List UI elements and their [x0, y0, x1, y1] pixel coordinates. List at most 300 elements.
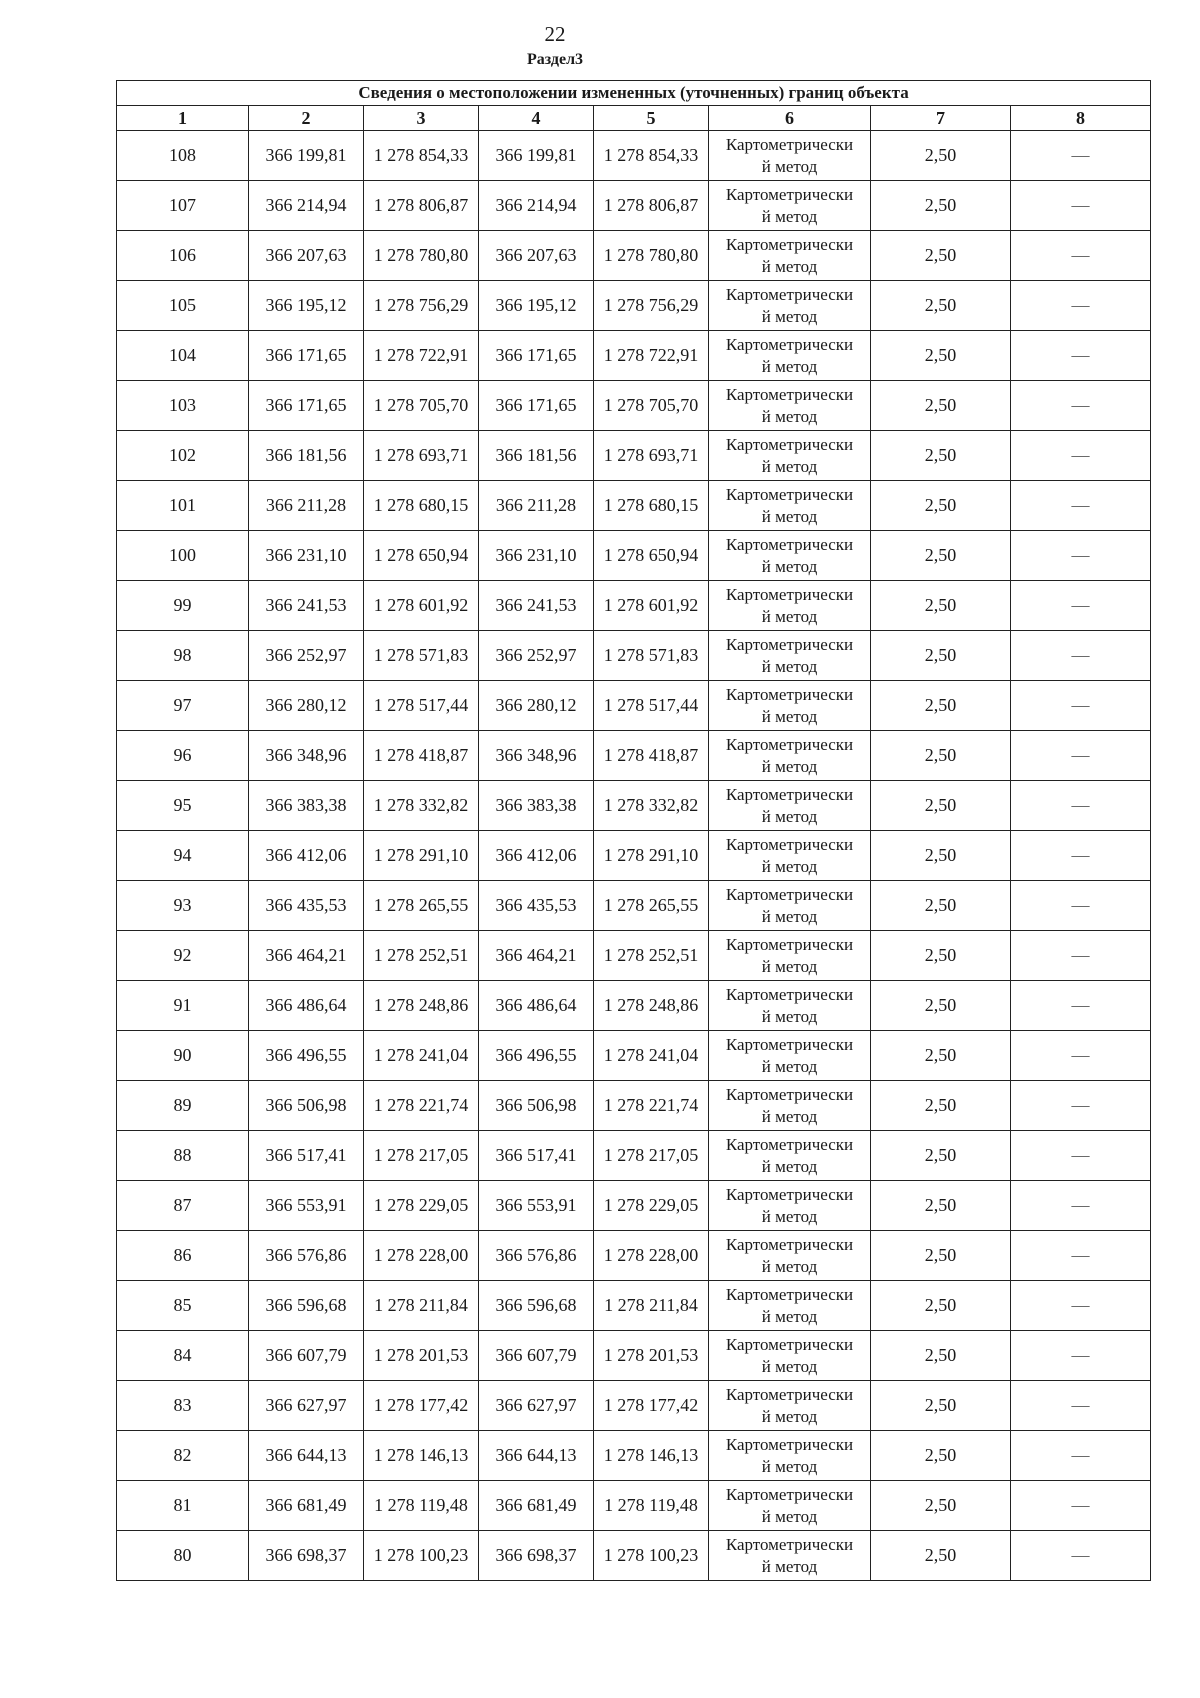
method-cell	[709, 1331, 871, 1381]
note-cell: —	[1011, 1281, 1151, 1331]
y-refined-cell: 1 278 291,10	[594, 831, 709, 881]
method-cell	[709, 1381, 871, 1431]
x-existing-cell: 366 231,10	[249, 531, 364, 581]
method-cell	[709, 1031, 871, 1081]
column-number: 2	[249, 106, 364, 131]
column-number: 8	[1011, 106, 1151, 131]
y-refined-cell: 1 278 517,44	[594, 681, 709, 731]
method-text: Картометрически	[725, 684, 854, 704]
y-refined-cell: 1 278 228,00	[594, 1231, 709, 1281]
x-existing-cell: 366 241,53	[249, 581, 364, 631]
table-row	[117, 581, 1151, 631]
accuracy-cell: 2,50	[871, 981, 1011, 1031]
method-text: Картометрически	[725, 1484, 854, 1504]
accuracy-cell: 2,50	[871, 1381, 1011, 1431]
note-cell: —	[1011, 631, 1151, 681]
x-existing-cell: 366 181,56	[249, 431, 364, 481]
table-row	[117, 481, 1151, 531]
method-text: Картометрически	[725, 434, 854, 454]
column-number-row	[117, 106, 1151, 131]
accuracy-cell: 2,50	[871, 1031, 1011, 1081]
method-text: й метод	[761, 1356, 818, 1376]
x-refined-cell: 366 627,97	[479, 1381, 594, 1431]
method-text: Картометрически	[725, 534, 854, 554]
note-cell: —	[1011, 1131, 1151, 1181]
note-cell: —	[1011, 881, 1151, 931]
y-refined-cell: 1 278 601,92	[594, 581, 709, 631]
column-number: 5	[594, 106, 709, 131]
boundary-coordinates-table	[116, 80, 1151, 1581]
method-cell	[709, 881, 871, 931]
note-cell: —	[1011, 731, 1151, 781]
accuracy-cell: 2,50	[871, 231, 1011, 281]
note-cell: —	[1011, 331, 1151, 381]
y-existing-cell: 1 278 265,55	[364, 881, 479, 931]
y-existing-cell: 1 278 217,05	[364, 1131, 479, 1181]
note-cell: —	[1011, 1381, 1151, 1431]
x-existing-cell: 366 214,94	[249, 181, 364, 231]
x-existing-cell: 366 383,38	[249, 781, 364, 831]
note-cell: —	[1011, 531, 1151, 581]
point-number-cell: 99	[117, 581, 249, 631]
note-cell: —	[1011, 281, 1151, 331]
x-refined-cell: 366 199,81	[479, 131, 594, 181]
method-text: й метод	[761, 256, 818, 276]
method-text: Картометрически	[725, 1284, 854, 1304]
method-text: Картометрически	[725, 1334, 854, 1354]
point-number-cell: 84	[117, 1331, 249, 1381]
table-row	[117, 1131, 1151, 1181]
accuracy-cell: 2,50	[871, 1181, 1011, 1231]
method-text: Картометрически	[725, 1084, 854, 1104]
x-existing-cell: 366 644,13	[249, 1431, 364, 1481]
x-existing-cell: 366 506,98	[249, 1081, 364, 1131]
accuracy-cell: 2,50	[871, 931, 1011, 981]
table-row	[117, 931, 1151, 981]
x-existing-cell: 366 607,79	[249, 1331, 364, 1381]
x-existing-cell: 366 199,81	[249, 131, 364, 181]
method-text: Картометрически	[725, 1234, 854, 1254]
method-text: Картометрически	[725, 184, 854, 204]
method-cell	[709, 1231, 871, 1281]
method-text: й метод	[761, 156, 818, 176]
table-row	[117, 1481, 1151, 1531]
method-text: й метод	[761, 706, 818, 726]
y-refined-cell: 1 278 756,29	[594, 281, 709, 331]
method-text: Картометрически	[725, 334, 854, 354]
x-existing-cell: 366 280,12	[249, 681, 364, 731]
accuracy-cell: 2,50	[871, 531, 1011, 581]
note-cell: —	[1011, 831, 1151, 881]
x-refined-cell: 366 553,91	[479, 1181, 594, 1231]
note-cell: —	[1011, 931, 1151, 981]
x-existing-cell: 366 252,97	[249, 631, 364, 681]
method-text: й метод	[761, 206, 818, 226]
y-existing-cell: 1 278 722,91	[364, 331, 479, 381]
method-text: Картометрически	[725, 834, 854, 854]
accuracy-cell: 2,50	[871, 731, 1011, 781]
column-number: 7	[871, 106, 1011, 131]
y-existing-cell: 1 278 100,23	[364, 1531, 479, 1581]
table-row	[117, 381, 1151, 431]
accuracy-cell: 2,50	[871, 831, 1011, 881]
x-refined-cell: 366 348,96	[479, 731, 594, 781]
x-existing-cell: 366 496,55	[249, 1031, 364, 1081]
x-existing-cell: 366 464,21	[249, 931, 364, 981]
point-number-cell: 94	[117, 831, 249, 881]
point-number-cell: 88	[117, 1131, 249, 1181]
y-existing-cell: 1 278 780,80	[364, 231, 479, 281]
accuracy-cell: 2,50	[871, 1281, 1011, 1331]
y-existing-cell: 1 278 332,82	[364, 781, 479, 831]
method-text: Картометрически	[725, 934, 854, 954]
y-existing-cell: 1 278 693,71	[364, 431, 479, 481]
method-text: Картометрически	[725, 984, 854, 1004]
column-number: 1	[117, 106, 249, 131]
accuracy-cell: 2,50	[871, 1131, 1011, 1181]
table-row	[117, 1431, 1151, 1481]
method-cell	[709, 731, 871, 781]
y-refined-cell: 1 278 229,05	[594, 1181, 709, 1231]
x-refined-cell: 366 241,53	[479, 581, 594, 631]
note-cell: —	[1011, 1431, 1151, 1481]
method-text: й метод	[761, 1106, 818, 1126]
table-row	[117, 881, 1151, 931]
method-text: Картометрически	[725, 784, 854, 804]
table-row	[117, 531, 1151, 581]
point-number-cell: 103	[117, 381, 249, 431]
accuracy-cell: 2,50	[871, 881, 1011, 931]
x-refined-cell: 366 171,65	[479, 381, 594, 431]
method-text: й метод	[761, 506, 818, 526]
point-number-cell: 102	[117, 431, 249, 481]
note-cell: —	[1011, 1481, 1151, 1531]
x-refined-cell: 366 596,68	[479, 1281, 594, 1331]
method-text: й метод	[761, 1456, 818, 1476]
table-row	[117, 681, 1151, 731]
note-cell: —	[1011, 231, 1151, 281]
method-text: Картометрически	[725, 1034, 854, 1054]
y-existing-cell: 1 278 229,05	[364, 1181, 479, 1231]
method-text: й метод	[761, 856, 818, 876]
method-text: й метод	[761, 956, 818, 976]
x-existing-cell: 366 596,68	[249, 1281, 364, 1331]
method-text: Картометрически	[725, 234, 854, 254]
y-existing-cell: 1 278 211,84	[364, 1281, 479, 1331]
y-refined-cell: 1 278 332,82	[594, 781, 709, 831]
method-cell	[709, 1131, 871, 1181]
y-existing-cell: 1 278 119,48	[364, 1481, 479, 1531]
page-number: 22	[544, 22, 566, 46]
y-existing-cell: 1 278 854,33	[364, 131, 479, 181]
method-text: Картометрически	[725, 584, 854, 604]
method-text: Картометрически	[725, 1434, 854, 1454]
y-refined-cell: 1 278 241,04	[594, 1031, 709, 1081]
x-existing-cell: 366 486,64	[249, 981, 364, 1031]
accuracy-cell: 2,50	[871, 481, 1011, 531]
method-text: й метод	[761, 456, 818, 476]
method-text: Картометрически	[725, 1134, 854, 1154]
method-text: Картометрически	[725, 1384, 854, 1404]
point-number-cell: 95	[117, 781, 249, 831]
point-number-cell: 105	[117, 281, 249, 331]
x-refined-cell: 366 412,06	[479, 831, 594, 881]
x-refined-cell: 366 214,94	[479, 181, 594, 231]
point-number-cell: 92	[117, 931, 249, 981]
table-row	[117, 231, 1151, 281]
y-refined-cell: 1 278 201,53	[594, 1331, 709, 1381]
table-row	[117, 1181, 1151, 1231]
y-existing-cell: 1 278 650,94	[364, 531, 479, 581]
table-row	[117, 1331, 1151, 1381]
method-text: Картометрически	[725, 284, 854, 304]
accuracy-cell: 2,50	[871, 681, 1011, 731]
note-cell: —	[1011, 181, 1151, 231]
method-text: Картометрически	[725, 134, 854, 154]
y-existing-cell: 1 278 228,00	[364, 1231, 479, 1281]
point-number-cell: 97	[117, 681, 249, 731]
x-existing-cell: 366 195,12	[249, 281, 364, 331]
method-text: й метод	[761, 306, 818, 326]
x-refined-cell: 366 211,28	[479, 481, 594, 531]
method-cell	[709, 331, 871, 381]
point-number-cell: 98	[117, 631, 249, 681]
x-refined-cell: 366 181,56	[479, 431, 594, 481]
y-existing-cell: 1 278 680,15	[364, 481, 479, 531]
method-cell	[709, 1081, 871, 1131]
method-cell	[709, 831, 871, 881]
x-refined-cell: 366 681,49	[479, 1481, 594, 1531]
accuracy-cell: 2,50	[871, 281, 1011, 331]
x-existing-cell: 366 412,06	[249, 831, 364, 881]
x-refined-cell: 366 383,38	[479, 781, 594, 831]
method-text: Картометрически	[725, 634, 854, 654]
table-row	[117, 831, 1151, 881]
point-number-cell: 101	[117, 481, 249, 531]
x-refined-cell: 366 698,37	[479, 1531, 594, 1581]
y-refined-cell: 1 278 680,15	[594, 481, 709, 531]
y-refined-cell: 1 278 146,13	[594, 1431, 709, 1481]
method-cell	[709, 1181, 871, 1231]
table-row	[117, 1231, 1151, 1281]
y-existing-cell: 1 278 705,70	[364, 381, 479, 431]
y-existing-cell: 1 278 146,13	[364, 1431, 479, 1481]
y-refined-cell: 1 278 693,71	[594, 431, 709, 481]
note-cell: —	[1011, 431, 1151, 481]
table-row	[117, 1281, 1151, 1331]
table-row	[117, 181, 1151, 231]
y-existing-cell: 1 278 806,87	[364, 181, 479, 231]
table-row	[117, 331, 1151, 381]
y-existing-cell: 1 278 252,51	[364, 931, 479, 981]
x-existing-cell: 366 435,53	[249, 881, 364, 931]
table-row	[117, 731, 1151, 781]
table-row	[117, 1081, 1151, 1131]
table-row	[117, 1531, 1151, 1581]
y-refined-cell: 1 278 211,84	[594, 1281, 709, 1331]
method-text: Картометрически	[725, 484, 854, 504]
point-number-cell: 90	[117, 1031, 249, 1081]
x-existing-cell: 366 627,97	[249, 1381, 364, 1431]
method-cell	[709, 581, 871, 631]
x-refined-cell: 366 280,12	[479, 681, 594, 731]
point-number-cell: 100	[117, 531, 249, 581]
y-refined-cell: 1 278 854,33	[594, 131, 709, 181]
y-refined-cell: 1 278 650,94	[594, 531, 709, 581]
note-cell: —	[1011, 1331, 1151, 1381]
point-number-cell: 81	[117, 1481, 249, 1531]
x-existing-cell: 366 517,41	[249, 1131, 364, 1181]
method-text: й метод	[761, 1406, 818, 1426]
table-row	[117, 631, 1151, 681]
column-number: 3	[364, 106, 479, 131]
accuracy-cell: 2,50	[871, 1531, 1011, 1581]
method-cell	[709, 1281, 871, 1331]
x-refined-cell: 366 496,55	[479, 1031, 594, 1081]
y-existing-cell: 1 278 201,53	[364, 1331, 479, 1381]
table-row	[117, 281, 1151, 331]
x-refined-cell: 366 252,97	[479, 631, 594, 681]
method-text: й метод	[761, 1306, 818, 1326]
y-existing-cell: 1 278 571,83	[364, 631, 479, 681]
point-number-cell: 108	[117, 131, 249, 181]
y-existing-cell: 1 278 248,86	[364, 981, 479, 1031]
note-cell: —	[1011, 1531, 1151, 1581]
method-cell	[709, 781, 871, 831]
accuracy-cell: 2,50	[871, 1331, 1011, 1381]
method-cell	[709, 181, 871, 231]
method-text: й метод	[761, 1056, 818, 1076]
point-number-cell: 80	[117, 1531, 249, 1581]
note-cell: —	[1011, 381, 1151, 431]
x-existing-cell: 366 576,86	[249, 1231, 364, 1281]
note-cell: —	[1011, 1081, 1151, 1131]
x-refined-cell: 366 644,13	[479, 1431, 594, 1481]
point-number-cell: 85	[117, 1281, 249, 1331]
method-cell	[709, 131, 871, 181]
point-number-cell: 104	[117, 331, 249, 381]
y-existing-cell: 1 278 601,92	[364, 581, 479, 631]
y-refined-cell: 1 278 252,51	[594, 931, 709, 981]
column-number: 4	[479, 106, 594, 131]
y-existing-cell: 1 278 221,74	[364, 1081, 479, 1131]
point-number-cell: 106	[117, 231, 249, 281]
y-existing-cell: 1 278 241,04	[364, 1031, 479, 1081]
x-existing-cell: 366 171,65	[249, 381, 364, 431]
x-refined-cell: 366 576,86	[479, 1231, 594, 1281]
method-text: й метод	[761, 806, 818, 826]
table-row	[117, 431, 1151, 481]
x-refined-cell: 366 435,53	[479, 881, 594, 931]
y-refined-cell: 1 278 119,48	[594, 1481, 709, 1531]
accuracy-cell: 2,50	[871, 1481, 1011, 1531]
note-cell: —	[1011, 981, 1151, 1031]
y-existing-cell: 1 278 177,42	[364, 1381, 479, 1431]
x-refined-cell: 366 486,64	[479, 981, 594, 1031]
column-number: 6	[709, 106, 871, 131]
y-existing-cell: 1 278 291,10	[364, 831, 479, 881]
accuracy-cell: 2,50	[871, 631, 1011, 681]
point-number-cell: 82	[117, 1431, 249, 1481]
method-text: й метод	[761, 1256, 818, 1276]
method-text: й метод	[761, 356, 818, 376]
table-row	[117, 131, 1151, 181]
accuracy-cell: 2,50	[871, 581, 1011, 631]
y-refined-cell: 1 278 722,91	[594, 331, 709, 381]
method-cell	[709, 931, 871, 981]
method-text: й метод	[761, 1506, 818, 1526]
note-cell: —	[1011, 481, 1151, 531]
x-refined-cell: 366 464,21	[479, 931, 594, 981]
x-refined-cell: 366 506,98	[479, 1081, 594, 1131]
table-caption: Сведения о местоположении измененных (уточненных) границ объекта	[117, 81, 1151, 106]
accuracy-cell: 2,50	[871, 381, 1011, 431]
x-existing-cell: 366 698,37	[249, 1531, 364, 1581]
note-cell: —	[1011, 1031, 1151, 1081]
y-refined-cell: 1 278 100,23	[594, 1531, 709, 1581]
x-existing-cell: 366 553,91	[249, 1181, 364, 1231]
method-text: й метод	[761, 656, 818, 676]
x-existing-cell: 366 681,49	[249, 1481, 364, 1531]
table-row	[117, 1381, 1151, 1431]
accuracy-cell: 2,50	[871, 1231, 1011, 1281]
table-row	[117, 981, 1151, 1031]
method-text: Картометрически	[725, 734, 854, 754]
y-refined-cell: 1 278 780,80	[594, 231, 709, 281]
method-cell	[709, 1431, 871, 1481]
method-cell	[709, 1531, 871, 1581]
x-existing-cell: 366 171,65	[249, 331, 364, 381]
x-refined-cell: 366 171,65	[479, 331, 594, 381]
method-text: й метод	[761, 406, 818, 426]
point-number-cell: 83	[117, 1381, 249, 1431]
method-text: Картометрически	[725, 1534, 854, 1554]
method-text: Картометрически	[725, 884, 854, 904]
method-text: Картометрически	[725, 1184, 854, 1204]
point-number-cell: 107	[117, 181, 249, 231]
y-existing-cell: 1 278 517,44	[364, 681, 479, 731]
x-refined-cell: 366 607,79	[479, 1331, 594, 1381]
section-title: Раздел3	[526, 51, 584, 68]
method-cell	[709, 431, 871, 481]
y-existing-cell: 1 278 756,29	[364, 281, 479, 331]
y-refined-cell: 1 278 705,70	[594, 381, 709, 431]
method-cell	[709, 531, 871, 581]
accuracy-cell: 2,50	[871, 181, 1011, 231]
method-cell	[709, 481, 871, 531]
point-number-cell: 93	[117, 881, 249, 931]
method-text: й метод	[761, 1156, 818, 1176]
table-row	[117, 1031, 1151, 1081]
note-cell: —	[1011, 131, 1151, 181]
x-refined-cell: 366 195,12	[479, 281, 594, 331]
method-text: Картометрически	[725, 384, 854, 404]
accuracy-cell: 2,50	[871, 1081, 1011, 1131]
y-refined-cell: 1 278 265,55	[594, 881, 709, 931]
y-refined-cell: 1 278 418,87	[594, 731, 709, 781]
note-cell: —	[1011, 781, 1151, 831]
x-refined-cell: 366 517,41	[479, 1131, 594, 1181]
x-refined-cell: 366 231,10	[479, 531, 594, 581]
method-cell	[709, 1481, 871, 1531]
method-cell	[709, 981, 871, 1031]
accuracy-cell: 2,50	[871, 331, 1011, 381]
accuracy-cell: 2,50	[871, 431, 1011, 481]
method-text: й метод	[761, 756, 818, 776]
method-cell	[709, 381, 871, 431]
accuracy-cell: 2,50	[871, 781, 1011, 831]
x-existing-cell: 366 348,96	[249, 731, 364, 781]
